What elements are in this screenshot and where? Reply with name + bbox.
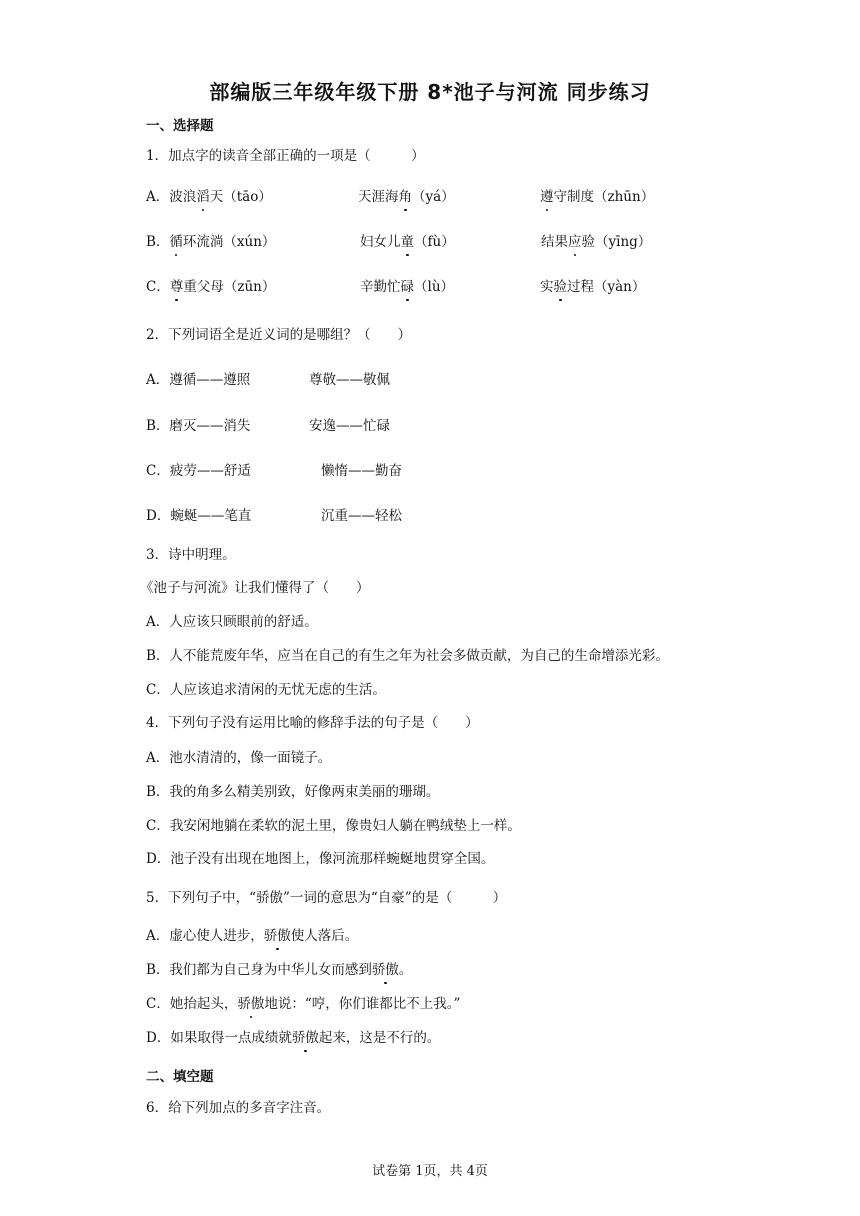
emphasis-dot-char: 验 — [553, 279, 567, 295]
q2-option-a2: 尊敬——敬佩 — [309, 372, 390, 388]
emphasis-dot-char: 遵 — [540, 189, 554, 205]
emphasis-dot-char: 循 — [169, 234, 183, 250]
question-4-stem: 4．下列句子没有运用比喻的修辞手法的句子是（ ） — [146, 715, 479, 731]
q1-option-b1: B．循环流淌（xún） — [146, 234, 276, 250]
page-footer: 试卷第 1页，共 4页 — [372, 1164, 488, 1179]
page-title: 部编版三年级年级下册 8*池子与河流 同步练习 — [209, 80, 651, 104]
q1-option-c1: C．尊重父母（zūn） — [146, 279, 276, 295]
q1-option-c2: 辛勤忙碌（lù） — [360, 279, 455, 295]
question-3-subprompt: 《池子与河流》让我们懂得了（ ） — [140, 580, 370, 596]
q2-option-c1: C．疲劳——舒适 — [146, 463, 251, 479]
emphasis-dot-word: 骄傲 — [291, 1030, 319, 1046]
question-3-stem: 3．诗中明理。 — [146, 547, 236, 563]
q4-option-a: A．池水清清的，像一面镜子。 — [146, 750, 332, 766]
q3-option-b: B．人不能荒废年华，应当在自己的有生之年为社会多做贡献，为自己的生命增添光彩。 — [146, 648, 669, 664]
q3-option-c: C．人应该追求清闲的无忧无虑的生活。 — [146, 682, 386, 698]
q2-option-d1: D．蜿蜒——笔直 — [146, 508, 252, 524]
section-heading-choice: 一、选择题 — [146, 118, 214, 134]
emphasis-dot-char: 应 — [568, 234, 582, 250]
q5-option-d: D．如果取得一点成绩就骄傲起来，这是不行的。 — [146, 1030, 441, 1046]
q2-option-a1: A．遵循——遵照 — [146, 372, 251, 388]
question-1-stem: 1．加点字的读音全部正确的一项是（ ） — [146, 148, 425, 164]
q1-option-b2: 妇女儿童（fù） — [360, 234, 455, 250]
q5-option-a: A．虚心使人进步，骄傲使人落后。 — [146, 928, 359, 944]
q5-option-c: C．她抬起头，骄傲地说：“哼，你们谁都比不上我。” — [146, 996, 461, 1012]
q5-option-b: B．我们都为自己身为中华儿女而感到骄傲。 — [146, 962, 413, 978]
emphasis-dot-char: 尊 — [169, 279, 184, 295]
q4-option-c: C．我安闲地躺在柔软的泥土里，像贵妇人躺在鸭绒垫上一样。 — [146, 818, 521, 834]
q1-option-c3: 实验过程（yàn） — [540, 279, 646, 295]
question-5-stem: 5．下列句子中，“骄傲”一词的意思为“自豪”的是（ ） — [146, 890, 507, 906]
q1-option-a1: A．波浪滔天（tāo） — [146, 189, 272, 205]
q2-option-b1: B．磨灭——消失 — [146, 418, 251, 434]
question-6-stem: 6．给下列加点的多音字注音。 — [146, 1100, 331, 1116]
emphasis-dot-char: 童 — [400, 234, 414, 250]
section-heading-fill-in: 二、填空题 — [146, 1069, 214, 1085]
q3-option-a: A．人应该只顾眼前的舒适。 — [146, 614, 318, 630]
q1-option-a3: 遵守制度（zhūn） — [540, 189, 655, 205]
q2-option-b2: 安逸——忙碌 — [309, 418, 390, 434]
emphasis-dot-char: 滔 — [196, 189, 210, 205]
emphasis-dot-char: 碌 — [400, 279, 414, 295]
q4-option-b: B．我的角多么精美别致，好像两束美丽的珊瑚。 — [146, 784, 440, 800]
emphasis-dot-word: 骄傲 — [237, 996, 265, 1012]
q2-option-c2: 懒惰——勤奋 — [321, 463, 402, 479]
question-2-stem: 2．下列词语全是近义词的是哪组？（ ） — [146, 327, 412, 343]
q4-option-d: D．池子没有出现在地图上，像河流那样蜿蜒地贯穿全国。 — [146, 851, 495, 867]
emphasis-dot-word: 骄傲 — [263, 928, 291, 944]
emphasis-dot-char: 角 — [398, 189, 412, 205]
q2-option-d2: 沉重——轻松 — [321, 508, 402, 524]
q1-option-b3: 结果应验（yīng） — [541, 234, 652, 250]
q1-option-a2: 天涯海角（yá） — [358, 189, 455, 205]
emphasis-dot-word: 骄傲 — [371, 962, 399, 978]
